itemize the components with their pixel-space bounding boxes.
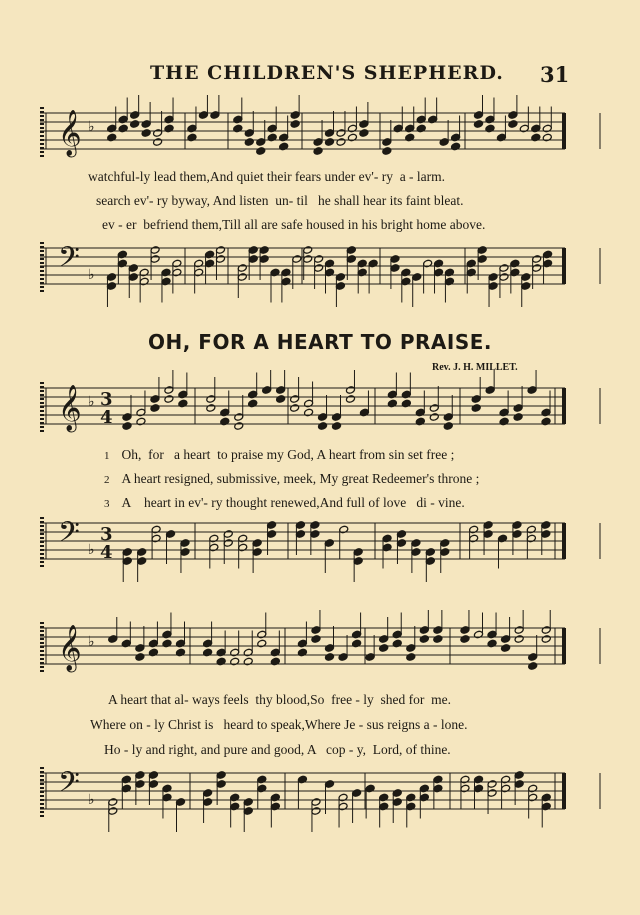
verse-number: 1 (104, 450, 110, 462)
svg-text:♭: ♭ (88, 542, 95, 558)
svg-text:𝄞: 𝄞 (58, 110, 82, 156)
verse-number: 3 (104, 498, 110, 510)
svg-text:𝄢: 𝄢 (58, 516, 80, 556)
system2-treble-staff (0, 370, 640, 450)
system1-bass-staff (0, 230, 640, 310)
verse-1-line (104, 448, 454, 462)
system1-lyric-line-2: search ev'- ry byway, And listen un- til he shall hear its faint bleat. (96, 193, 464, 208)
hymn-title: OH, FOR A HEART TO PRAISE. (147, 330, 492, 354)
verse-text: A heart in ev'- ry thought renewed,And full of love di - vine. (121, 495, 465, 510)
page-header-title: THE CHILDREN'S SHEPHERD. (150, 62, 504, 84)
system3-treble-staff (0, 610, 640, 690)
svg-text:♭: ♭ (88, 792, 95, 808)
hymn-author: Rev. J. H. MILLET. (432, 362, 518, 373)
system1-lyric-line-1: watchful-ly lead them,And quiet their fears under ev'- ry a - larm. (88, 169, 446, 184)
svg-text:𝄢: 𝄢 (58, 241, 80, 281)
system1-lyric-line-3: ev - er befriend them,Till all are safe housed in his bright home above. (102, 217, 486, 232)
page-number: 31 (540, 62, 570, 87)
system3-lyric-line-2: Where on - ly Christ is heard to speak,Where Je - sus reigns a - lone. (90, 717, 468, 732)
system2-bass-staff (0, 505, 640, 590)
svg-text:♭: ♭ (88, 119, 95, 135)
system3-lyric-line-1: A heart that al- ways feels thy blood,So free - ly shed for me. (108, 692, 452, 707)
svg-text:♭: ♭ (88, 267, 95, 283)
svg-text:𝄢: 𝄢 (58, 766, 80, 806)
svg-text:♭: ♭ (88, 634, 95, 650)
svg-text:4: 4 (100, 542, 113, 563)
system3-bass-staff (0, 755, 640, 840)
svg-text:3: 3 (100, 389, 113, 410)
system1-treble-staff (0, 95, 640, 175)
svg-text:𝄞: 𝄞 (58, 625, 82, 671)
svg-text:3: 3 (100, 524, 113, 545)
svg-text:𝄞: 𝄞 (58, 385, 82, 431)
verse-2-line (104, 472, 479, 486)
verse-text: Oh, for a heart to praise my God, A heart from sin set free ; (121, 447, 455, 462)
svg-text:♭: ♭ (88, 394, 95, 410)
system3-lyric-line-3: Ho - ly and right, and pure and good, A cop - y, Lord, of thine. (104, 742, 451, 757)
svg-text:4: 4 (100, 407, 113, 428)
verse-number: 2 (104, 474, 110, 486)
verse-text: A heart resigned, submissive, meek, My great Redeemer's throne ; (121, 471, 480, 486)
